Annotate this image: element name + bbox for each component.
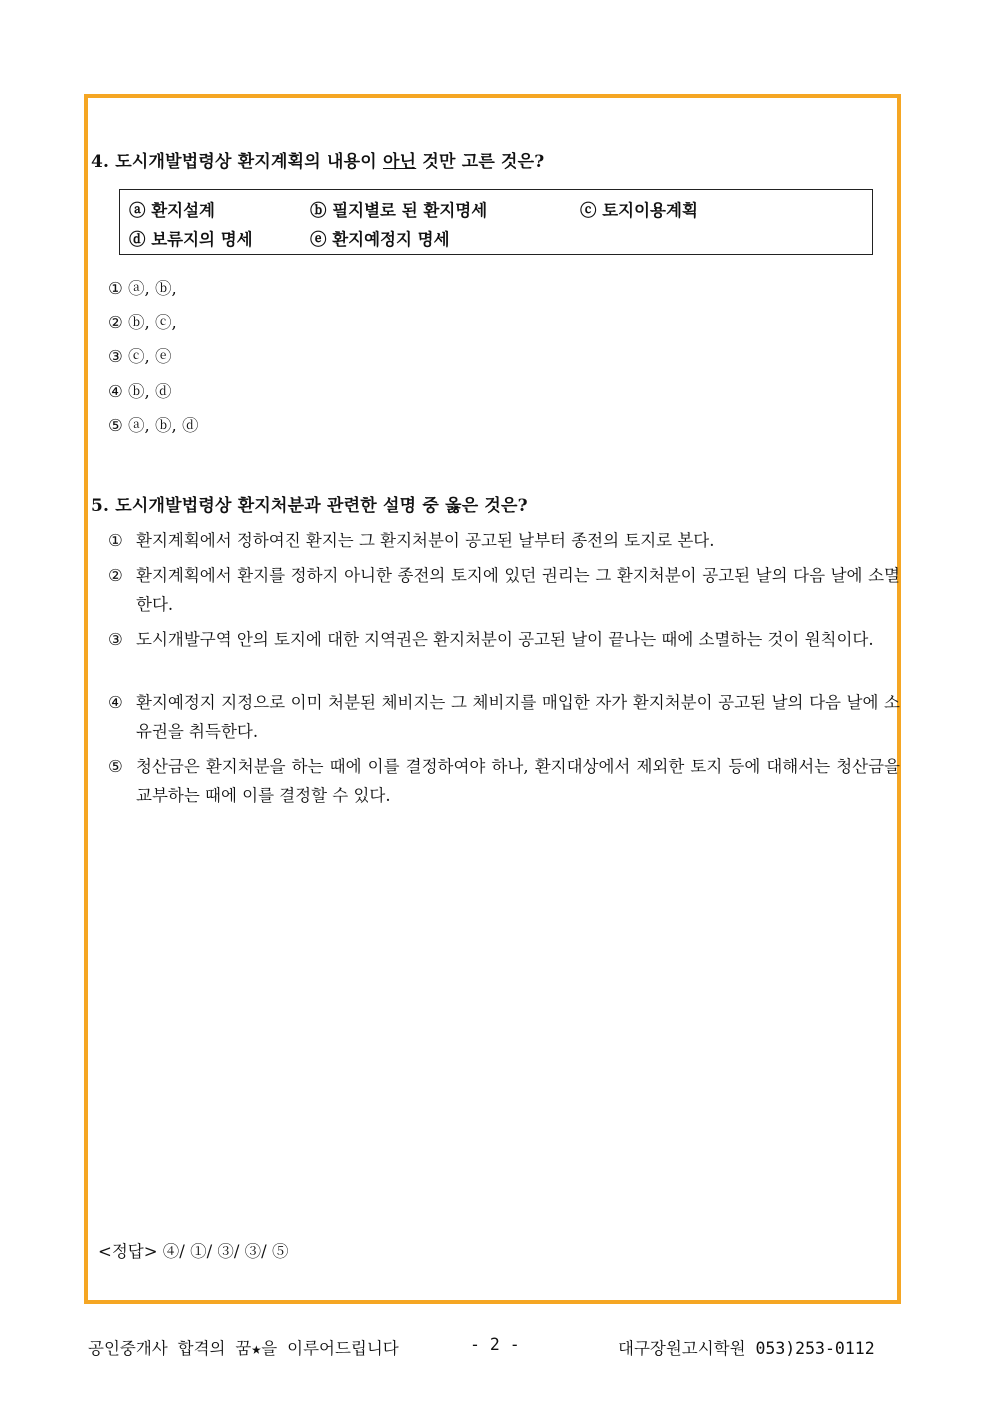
choice-box-item: ⓔ 환지예정지 명세 [310,230,450,249]
option-number: ② [108,566,123,585]
question-5-option-5 [108,752,900,810]
question-4-option-3: ③ ⓒ, ⓔ [108,347,172,366]
question-5-text: 도시개발법령상 환지처분과 관련한 설명 중 옳은 것은? [115,496,528,516]
option-number: ③ [108,630,123,649]
question-5-option-2 [108,561,900,619]
footer-slogan: 공인중개사 합격의 꿈★을 이루어드립니다 [88,1339,399,1358]
footer-page-number: - 2 - [470,1335,520,1354]
question-5-option-3 [108,625,900,654]
choice-box-item: ⓐ 환지설계 [129,201,216,220]
question-4-choice-box [119,189,873,255]
option-text: 청산금은 환지처분을 하는 때에 이를 결정하여야 하나, 환지대상에서 제외한 토지 등에 대해서는 청산금을 교부하는 때에 이를 결정할 수 있다. [136,757,900,805]
question-5-number: 5. [91,496,110,516]
question-4-option-1: ① ⓐ, ⓑ, [108,279,177,298]
choice-box-item: ⓓ 보류지의 명세 [129,230,253,249]
choice-box-item: ⓒ 토지이용계획 [580,201,698,220]
option-text: 도시개발구역 안의 토지에 대한 지역권은 환지처분이 공고된 날이 끝나는 때에 소멸하는 것이 원칙이다. [136,630,874,649]
question-4-text-before: 도시개발법령상 환지계획의 내용이 [115,152,383,172]
option-text: 환지계획에서 정하여진 환지는 그 환지처분이 공고된 날부터 종전의 토지로 본다. [136,531,715,550]
question-5-option-4 [108,688,900,746]
answer-key: <정답> ④/ ①/ ③/ ③/ ⑤ [98,1242,289,1261]
question-4-option-2: ② ⓑ, ⓒ, [108,313,177,332]
question-4-underlined-word: 아닌 [382,152,417,172]
question-4-text-after: 것만 고른 것은? [416,152,545,172]
question-4-number: 4. [91,152,110,172]
option-number: ⑤ [108,757,123,776]
question-5-title [91,491,528,516]
question-4-option-5: ⑤ ⓐ, ⓑ, ⓓ [108,416,199,435]
footer-academy-contact: 대구장원고시학원 053)253-0112 [618,1339,875,1358]
option-text: 환지계획에서 환지를 정하지 아니한 종전의 토지에 있던 권리는 그 환지처분이 공고된 날의 다음 날에 소멸한다. [136,566,900,614]
option-number: ① [108,531,123,550]
choice-box-item: ⓑ 필지별로 된 환지명세 [310,201,488,220]
option-number: ④ [108,693,123,712]
option-text: 환지예정지 지정으로 이미 처분된 체비지는 그 체비지를 매입한 자가 환지처분이 공고된 날의 다음 날에 소유권을 취득한다. [136,693,900,741]
question-4-option-4: ④ ⓑ, ⓓ [108,382,172,401]
question-4-title [91,147,544,172]
question-5-option-1 [108,526,900,555]
